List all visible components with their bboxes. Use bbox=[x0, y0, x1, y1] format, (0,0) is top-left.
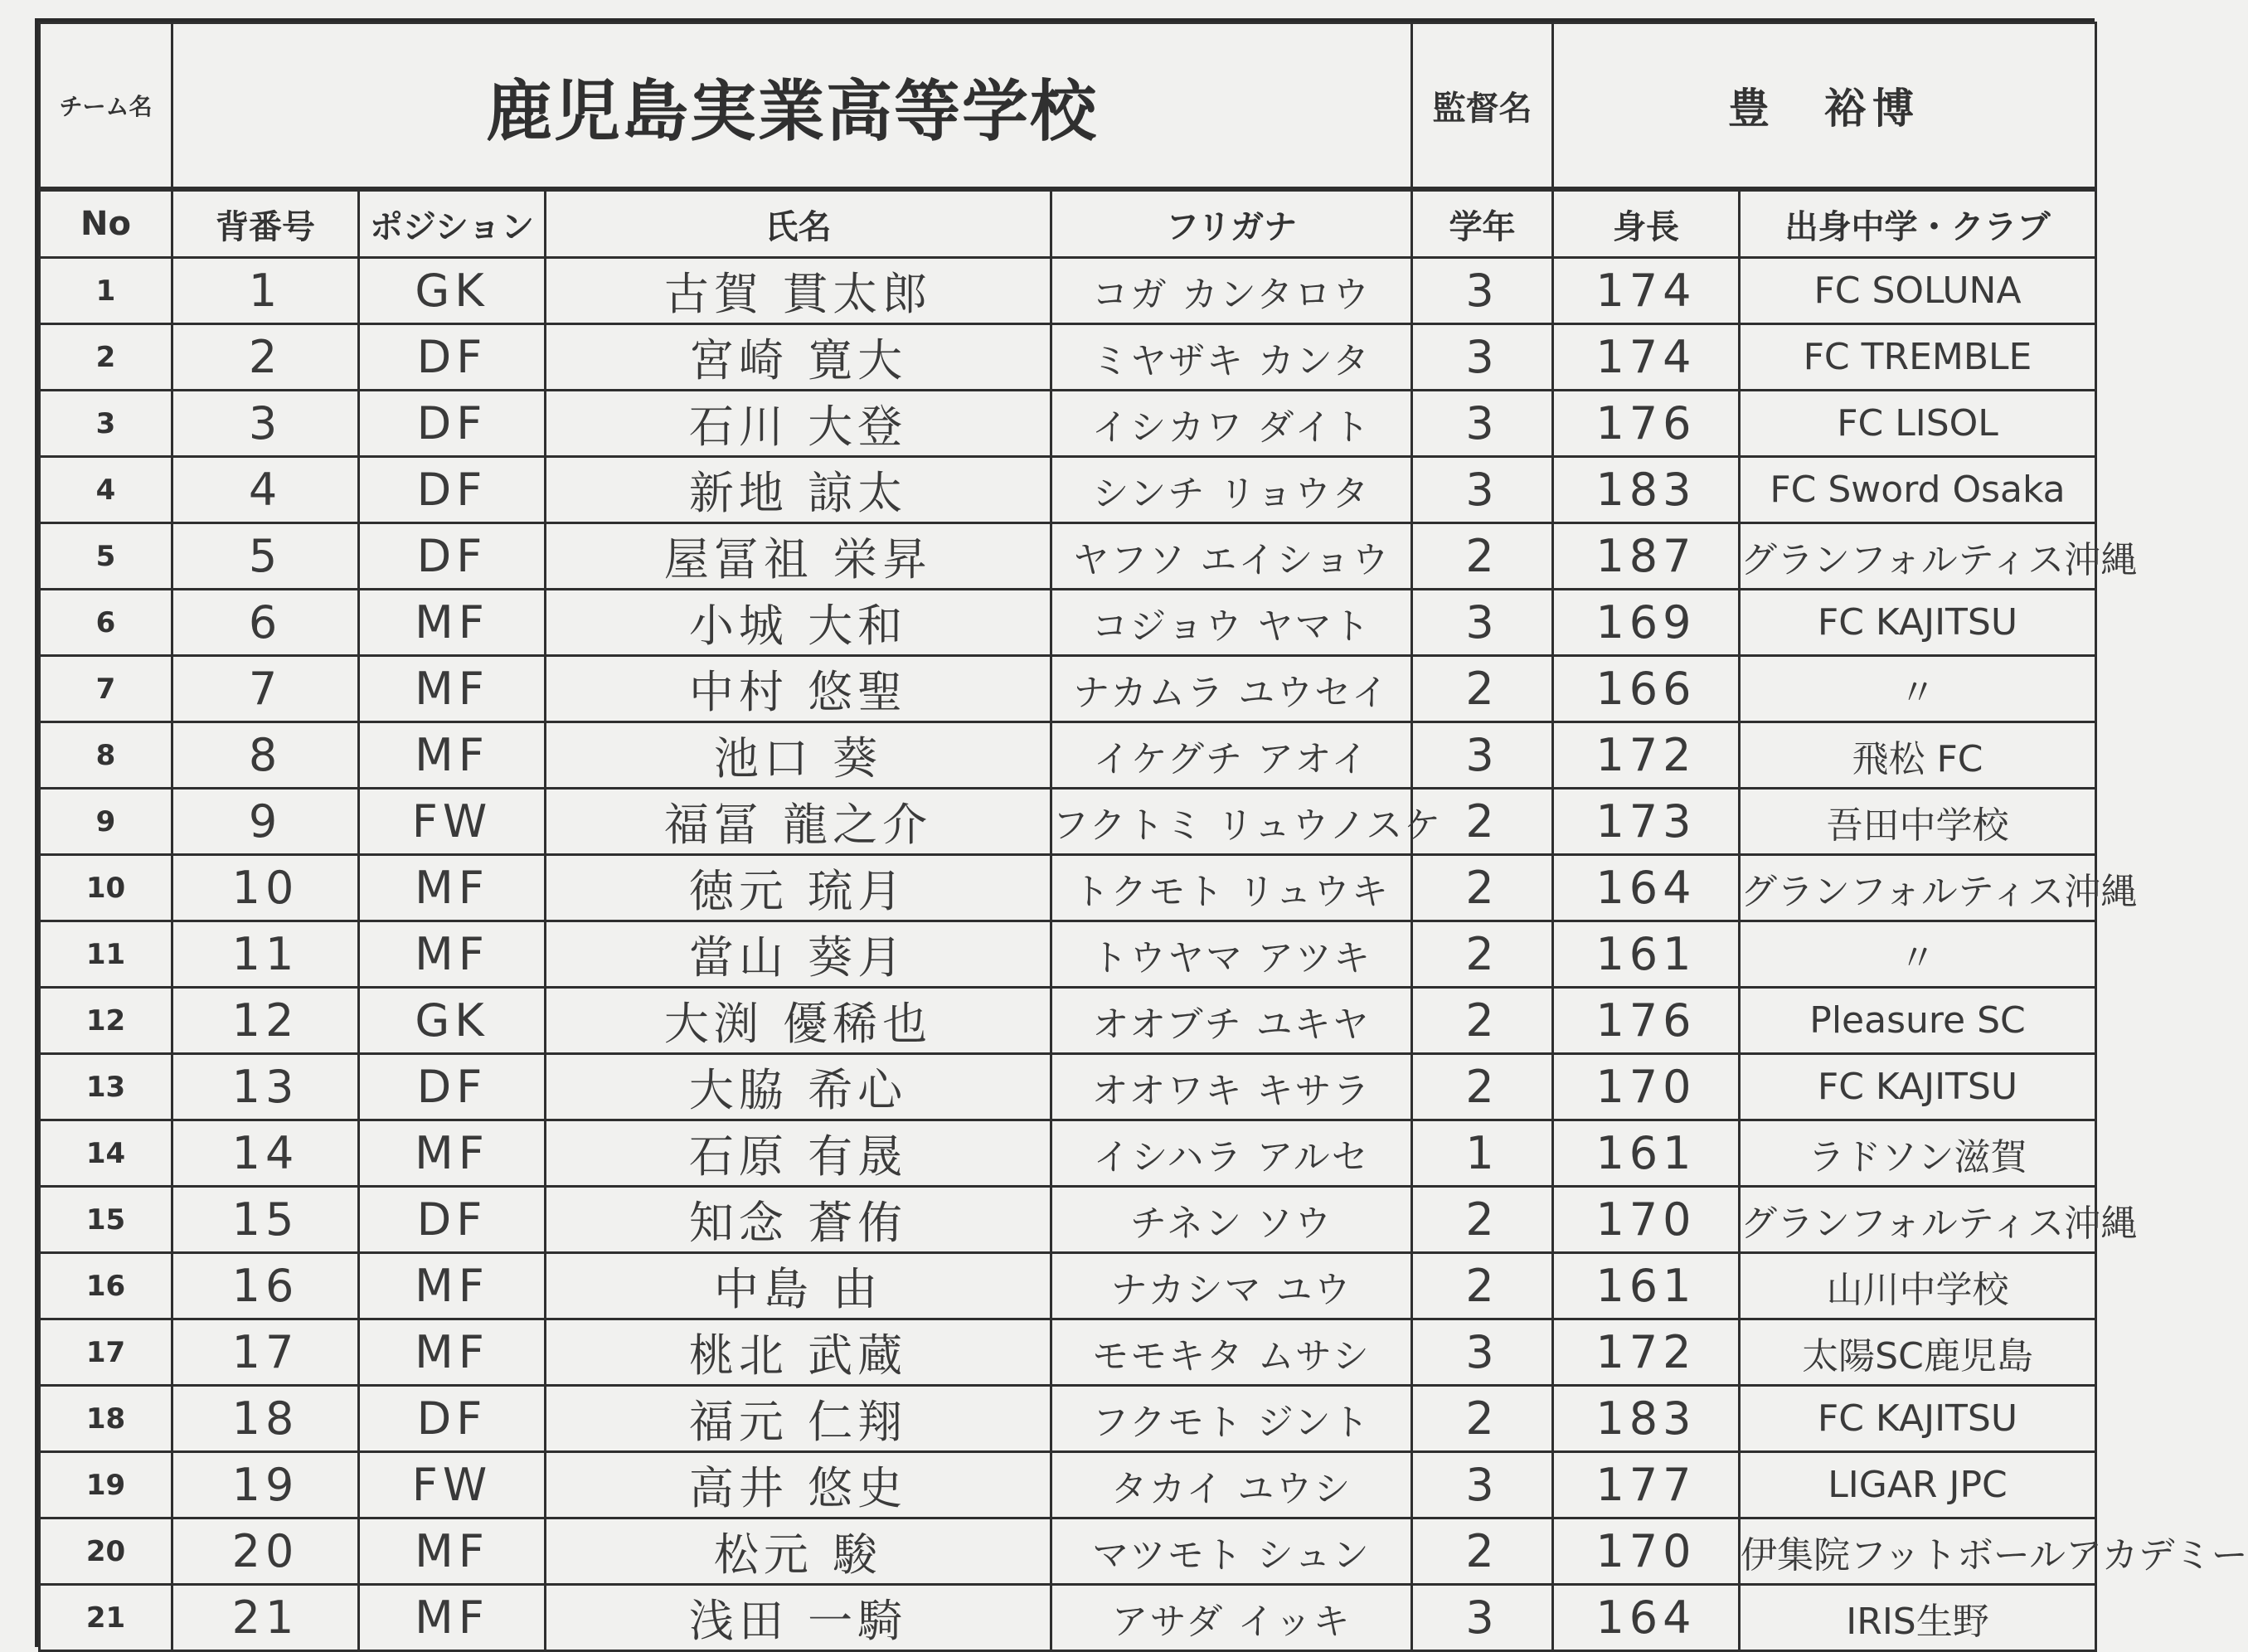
cell-furigana: イシハラ アルセ bbox=[1051, 1120, 1412, 1187]
cell-position: DF bbox=[359, 457, 546, 523]
cell-name: 中村 悠聖 bbox=[546, 656, 1051, 722]
cell-name: 新地 諒太 bbox=[546, 457, 1051, 523]
cell-name: 知念 蒼侑 bbox=[546, 1187, 1051, 1253]
col-header-furigana: フリガナ bbox=[1051, 191, 1412, 258]
cell-club: 〃 bbox=[1740, 656, 2096, 722]
cell-number: 16 bbox=[172, 1253, 359, 1319]
cell-grade: 2 bbox=[1412, 855, 1553, 921]
cell-furigana: トウヤマ アツキ bbox=[1051, 921, 1412, 988]
cell-position: MF bbox=[359, 1518, 546, 1585]
cell-no: 8 bbox=[40, 722, 172, 789]
cell-position: FW bbox=[359, 789, 546, 855]
cell-club: 太陽SC鹿児島 bbox=[1740, 1319, 2096, 1386]
table-row bbox=[40, 1452, 2096, 1518]
cell-grade: 2 bbox=[1412, 1253, 1553, 1319]
cell-name: 池口 葵 bbox=[546, 722, 1051, 789]
cell-furigana: コジョウ ヤマト bbox=[1051, 590, 1412, 656]
cell-no: 17 bbox=[40, 1319, 172, 1386]
cell-no: 21 bbox=[40, 1585, 172, 1651]
cell-club: 伊集院フットボールアカデミー bbox=[1740, 1518, 2096, 1585]
cell-club: FC SOLUNA bbox=[1740, 258, 2096, 324]
table-row bbox=[40, 324, 2096, 391]
cell-grade: 1 bbox=[1412, 1120, 1553, 1187]
cell-position: MF bbox=[359, 656, 546, 722]
cell-club: FC KAJITSU bbox=[1740, 590, 2096, 656]
coach-label: 監督名 bbox=[1412, 23, 1553, 188]
col-header-position: ポジション bbox=[359, 191, 546, 258]
col-header-name: 氏名 bbox=[546, 191, 1051, 258]
cell-club: LIGAR JPC bbox=[1740, 1452, 2096, 1518]
cell-height: 187 bbox=[1553, 523, 1740, 590]
cell-no: 1 bbox=[40, 258, 172, 324]
cell-grade: 2 bbox=[1412, 1054, 1553, 1120]
cell-name: 松元 駿 bbox=[546, 1518, 1051, 1585]
cell-furigana: フクモト ジント bbox=[1051, 1386, 1412, 1452]
table-row bbox=[40, 722, 2096, 789]
cell-number: 6 bbox=[172, 590, 359, 656]
cell-name: 徳元 琉月 bbox=[546, 855, 1051, 921]
cell-no: 9 bbox=[40, 789, 172, 855]
roster-sheet bbox=[35, 18, 2248, 1647]
cell-club: 飛松 FC bbox=[1740, 722, 2096, 789]
cell-height: 164 bbox=[1553, 855, 1740, 921]
cell-club: ラドソン滋賀 bbox=[1740, 1120, 2096, 1187]
cell-furigana: フクトミ リュウノスケ bbox=[1051, 789, 1412, 855]
cell-height: 176 bbox=[1553, 988, 1740, 1054]
cell-number: 7 bbox=[172, 656, 359, 722]
cell-position: FW bbox=[359, 1452, 546, 1518]
cell-number: 10 bbox=[172, 855, 359, 921]
cell-grade: 3 bbox=[1412, 324, 1553, 391]
cell-position: MF bbox=[359, 590, 546, 656]
cell-name: 宮崎 寛大 bbox=[546, 324, 1051, 391]
cell-name: 石川 大登 bbox=[546, 391, 1051, 457]
cell-height: 170 bbox=[1553, 1518, 1740, 1585]
cell-no: 11 bbox=[40, 921, 172, 988]
cell-no: 15 bbox=[40, 1187, 172, 1253]
cell-height: 172 bbox=[1553, 1319, 1740, 1386]
table-row bbox=[40, 1120, 2096, 1187]
cell-club: FC KAJITSU bbox=[1740, 1386, 2096, 1452]
cell-position: MF bbox=[359, 1585, 546, 1651]
cell-number: 9 bbox=[172, 789, 359, 855]
cell-position: GK bbox=[359, 258, 546, 324]
cell-height: 176 bbox=[1553, 391, 1740, 457]
cell-number: 4 bbox=[172, 457, 359, 523]
cell-no: 5 bbox=[40, 523, 172, 590]
cell-grade: 2 bbox=[1412, 789, 1553, 855]
cell-position: MF bbox=[359, 1253, 546, 1319]
cell-position: DF bbox=[359, 1187, 546, 1253]
cell-number: 15 bbox=[172, 1187, 359, 1253]
cell-name: 古賀 貫太郎 bbox=[546, 258, 1051, 324]
cell-height: 169 bbox=[1553, 590, 1740, 656]
cell-furigana: シンチ リョウタ bbox=[1051, 457, 1412, 523]
cell-height: 183 bbox=[1553, 457, 1740, 523]
cell-number: 2 bbox=[172, 324, 359, 391]
cell-no: 12 bbox=[40, 988, 172, 1054]
cell-number: 21 bbox=[172, 1585, 359, 1651]
cell-height: 166 bbox=[1553, 656, 1740, 722]
cell-furigana: タカイ ユウシ bbox=[1051, 1452, 1412, 1518]
coach-name: 豊 裕博 bbox=[1553, 23, 2096, 188]
cell-height: 161 bbox=[1553, 921, 1740, 988]
cell-grade: 2 bbox=[1412, 988, 1553, 1054]
team-name: 鹿児島実業高等学校 bbox=[172, 23, 1412, 188]
cell-number: 14 bbox=[172, 1120, 359, 1187]
cell-number: 8 bbox=[172, 722, 359, 789]
cell-furigana: チネン ソウ bbox=[1051, 1187, 1412, 1253]
cell-furigana: イシカワ ダイト bbox=[1051, 391, 1412, 457]
cell-grade: 2 bbox=[1412, 523, 1553, 590]
cell-height: 170 bbox=[1553, 1054, 1740, 1120]
cell-name: 高井 悠史 bbox=[546, 1452, 1051, 1518]
cell-name: 福冨 龍之介 bbox=[546, 789, 1051, 855]
cell-no: 10 bbox=[40, 855, 172, 921]
cell-height: 174 bbox=[1553, 258, 1740, 324]
cell-grade: 3 bbox=[1412, 1452, 1553, 1518]
cell-name: 中島 由 bbox=[546, 1253, 1051, 1319]
cell-no: 20 bbox=[40, 1518, 172, 1585]
cell-no: 4 bbox=[40, 457, 172, 523]
cell-name: 屋冨祖 栄昇 bbox=[546, 523, 1051, 590]
cell-name: 石原 有晟 bbox=[546, 1120, 1051, 1187]
cell-grade: 2 bbox=[1412, 1518, 1553, 1585]
table-row bbox=[40, 921, 2096, 988]
table-row bbox=[40, 1319, 2096, 1386]
cell-club: Pleasure SC bbox=[1740, 988, 2096, 1054]
cell-height: 164 bbox=[1553, 1585, 1740, 1651]
table-row bbox=[40, 1187, 2096, 1253]
cell-number: 1 bbox=[172, 258, 359, 324]
cell-club: FC TREMBLE bbox=[1740, 324, 2096, 391]
cell-furigana: ナカムラ ユウセイ bbox=[1051, 656, 1412, 722]
cell-grade: 3 bbox=[1412, 457, 1553, 523]
player-table bbox=[38, 189, 2248, 1652]
cell-grade: 2 bbox=[1412, 1187, 1553, 1253]
cell-club: 〃 bbox=[1740, 921, 2096, 988]
cell-no: 2 bbox=[40, 324, 172, 391]
table-row bbox=[40, 1386, 2096, 1452]
column-header-row bbox=[40, 191, 2096, 258]
cell-grade: 3 bbox=[1412, 722, 1553, 789]
cell-no: 6 bbox=[40, 590, 172, 656]
cell-name: 浅田 一騎 bbox=[546, 1585, 1051, 1651]
cell-club: FC Sword Osaka bbox=[1740, 457, 2096, 523]
cell-furigana: ミヤザキ カンタ bbox=[1051, 324, 1412, 391]
team-header bbox=[38, 22, 2097, 189]
cell-number: 13 bbox=[172, 1054, 359, 1120]
cell-number: 17 bbox=[172, 1319, 359, 1386]
cell-grade: 3 bbox=[1412, 258, 1553, 324]
cell-grade: 2 bbox=[1412, 921, 1553, 988]
cell-position: DF bbox=[359, 1054, 546, 1120]
cell-grade: 2 bbox=[1412, 656, 1553, 722]
cell-position: GK bbox=[359, 988, 546, 1054]
col-header-club: 出身中学・クラブ bbox=[1740, 191, 2096, 258]
cell-position: MF bbox=[359, 1319, 546, 1386]
table-row bbox=[40, 523, 2096, 590]
cell-position: DF bbox=[359, 523, 546, 590]
cell-no: 7 bbox=[40, 656, 172, 722]
table-row bbox=[40, 1585, 2096, 1651]
cell-club: グランフォルティス沖縄 bbox=[1740, 523, 2096, 590]
cell-height: 172 bbox=[1553, 722, 1740, 789]
cell-position: MF bbox=[359, 855, 546, 921]
cell-furigana: オオブチ ユキヤ bbox=[1051, 988, 1412, 1054]
table-row bbox=[40, 1054, 2096, 1120]
cell-furigana: オオワキ キサラ bbox=[1051, 1054, 1412, 1120]
cell-number: 19 bbox=[172, 1452, 359, 1518]
table-row bbox=[40, 988, 2096, 1054]
cell-grade: 3 bbox=[1412, 1585, 1553, 1651]
table-row bbox=[40, 391, 2096, 457]
team-label: チーム名 bbox=[40, 23, 172, 188]
cell-number: 11 bbox=[172, 921, 359, 988]
table-row bbox=[40, 789, 2096, 855]
cell-height: 170 bbox=[1553, 1187, 1740, 1253]
cell-furigana: マツモト シュン bbox=[1051, 1518, 1412, 1585]
cell-club: FC LISOL bbox=[1740, 391, 2096, 457]
cell-name: 福元 仁翔 bbox=[546, 1386, 1051, 1452]
cell-name: 當山 葵月 bbox=[546, 921, 1051, 988]
cell-club: FC KAJITSU bbox=[1740, 1054, 2096, 1120]
table-row bbox=[40, 1253, 2096, 1319]
cell-club: グランフォルティス沖縄 bbox=[1740, 1187, 2096, 1253]
table-row bbox=[40, 590, 2096, 656]
table-row bbox=[40, 457, 2096, 523]
cell-height: 161 bbox=[1553, 1253, 1740, 1319]
cell-height: 183 bbox=[1553, 1386, 1740, 1452]
col-header-no: No bbox=[40, 191, 172, 258]
cell-number: 5 bbox=[172, 523, 359, 590]
cell-no: 14 bbox=[40, 1120, 172, 1187]
col-header-number: 背番号 bbox=[172, 191, 359, 258]
cell-grade: 2 bbox=[1412, 1386, 1553, 1452]
cell-furigana: アサダ イッキ bbox=[1051, 1585, 1412, 1651]
cell-club: IRIS生野 bbox=[1740, 1585, 2096, 1651]
cell-club: 吾田中学校 bbox=[1740, 789, 2096, 855]
cell-no: 19 bbox=[40, 1452, 172, 1518]
cell-no: 16 bbox=[40, 1253, 172, 1319]
cell-no: 3 bbox=[40, 391, 172, 457]
cell-number: 12 bbox=[172, 988, 359, 1054]
cell-club: 山川中学校 bbox=[1740, 1253, 2096, 1319]
cell-club: グランフォルティス沖縄 bbox=[1740, 855, 2096, 921]
cell-number: 3 bbox=[172, 391, 359, 457]
cell-no: 13 bbox=[40, 1054, 172, 1120]
cell-name: 桃北 武蔵 bbox=[546, 1319, 1051, 1386]
cell-height: 161 bbox=[1553, 1120, 1740, 1187]
cell-grade: 3 bbox=[1412, 590, 1553, 656]
table-row bbox=[40, 656, 2096, 722]
cell-position: DF bbox=[359, 324, 546, 391]
cell-furigana: ヤフソ エイショウ bbox=[1051, 523, 1412, 590]
cell-grade: 3 bbox=[1412, 1319, 1553, 1386]
cell-name: 大脇 希心 bbox=[546, 1054, 1051, 1120]
cell-name: 大渕 優稀也 bbox=[546, 988, 1051, 1054]
cell-furigana: トクモト リュウキ bbox=[1051, 855, 1412, 921]
cell-no: 18 bbox=[40, 1386, 172, 1452]
cell-number: 18 bbox=[172, 1386, 359, 1452]
cell-furigana: ナカシマ ユウ bbox=[1051, 1253, 1412, 1319]
cell-name: 小城 大和 bbox=[546, 590, 1051, 656]
cell-height: 177 bbox=[1553, 1452, 1740, 1518]
cell-height: 174 bbox=[1553, 324, 1740, 391]
cell-grade: 3 bbox=[1412, 391, 1553, 457]
cell-position: MF bbox=[359, 722, 546, 789]
col-header-height: 身長 bbox=[1553, 191, 1740, 258]
cell-position: MF bbox=[359, 1120, 546, 1187]
cell-position: DF bbox=[359, 391, 546, 457]
cell-number: 20 bbox=[172, 1518, 359, 1585]
cell-position: MF bbox=[359, 921, 546, 988]
table-row bbox=[40, 258, 2096, 324]
cell-furigana: コガ カンタロウ bbox=[1051, 258, 1412, 324]
col-header-grade: 学年 bbox=[1412, 191, 1553, 258]
cell-furigana: モモキタ ムサシ bbox=[1051, 1319, 1412, 1386]
cell-position: DF bbox=[359, 1386, 546, 1452]
table-row bbox=[40, 1518, 2096, 1585]
cell-height: 173 bbox=[1553, 789, 1740, 855]
table-row bbox=[40, 855, 2096, 921]
cell-furigana: イケグチ アオイ bbox=[1051, 722, 1412, 789]
